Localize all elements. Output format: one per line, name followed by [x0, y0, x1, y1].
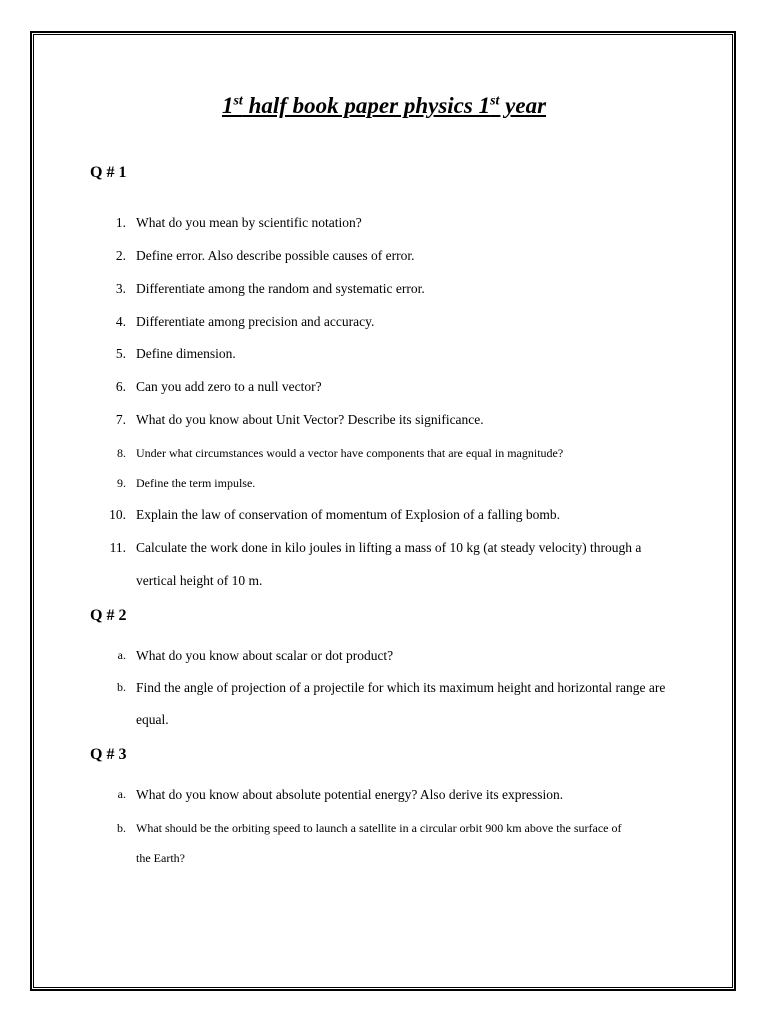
question-1-heading: Q # 1 — [90, 164, 127, 181]
list-item-continuation: vertical height of 10 m. — [136, 573, 263, 588]
question-2-heading: Q # 2 — [90, 607, 127, 624]
list-item-continuation: the Earth? — [136, 851, 185, 865]
list-item-continuation: equal. — [136, 712, 169, 727]
page-title: 1st half book paper physics 1st year — [221, 93, 547, 118]
question-3-heading: Q # 3 — [90, 746, 127, 763]
